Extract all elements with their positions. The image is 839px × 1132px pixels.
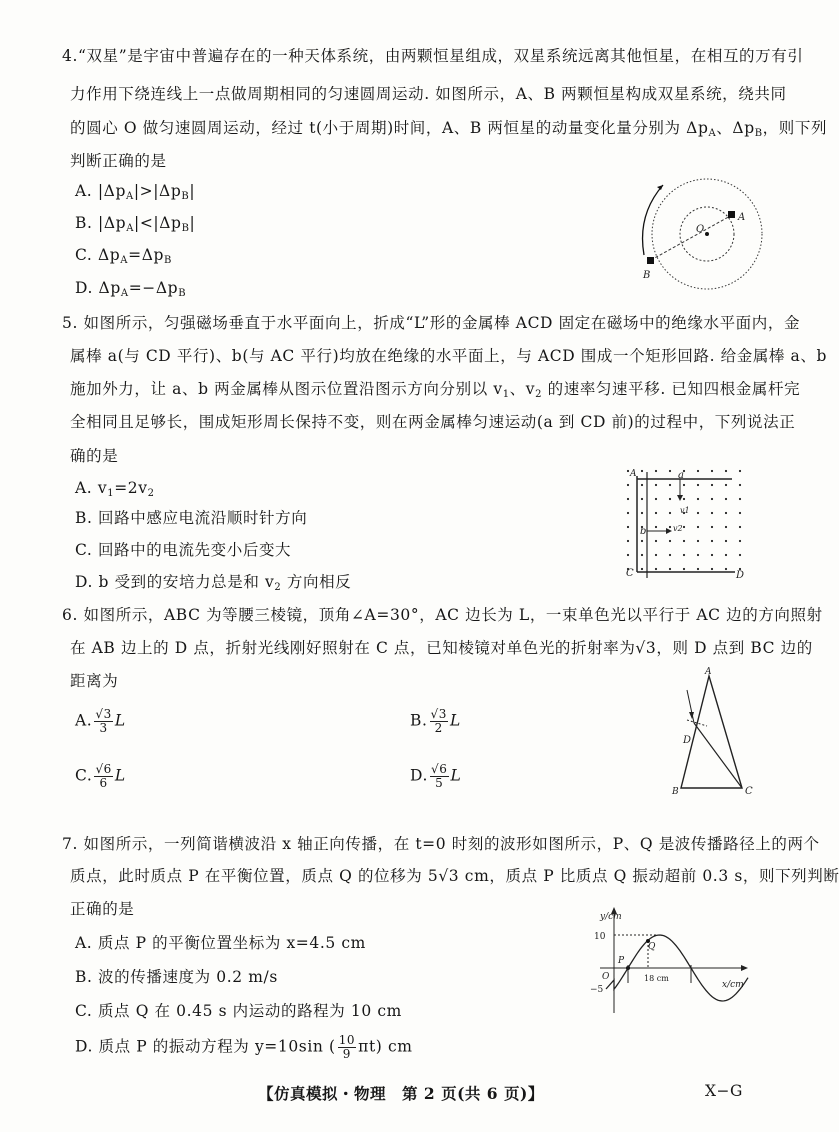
q4-option-b: B. $|\Delta p_A|<|\Delta p_B|$	[75, 214, 196, 234]
label-a-point: A	[630, 469, 637, 479]
label-rod-b: b	[640, 526, 647, 537]
q5-option-c: C. 回路中的电流先变小后变大	[75, 541, 292, 559]
label-c: C	[745, 786, 753, 797]
origin-label: O	[602, 972, 610, 982]
label-v1: v1	[680, 506, 690, 515]
label-v2: v2	[673, 524, 683, 533]
point-q-label: Q	[648, 942, 656, 952]
q7-stem-line: 质点，此时质点 P 在平衡位置，质点 Q 的位移为 5√3 cm，质点 P 比质点 Q 振动超前 0.3 s，则下列判断	[70, 867, 839, 885]
q6-option-b: B. $\frac{√3}{2}$ L	[410, 707, 461, 735]
y-max-tick: 10	[594, 932, 606, 942]
point-p-label: P	[618, 956, 625, 966]
q7-option-d: D. 质点 P 的振动方程为 y=10sin ( $\frac{10}{9}$ πt) cm	[75, 1033, 413, 1061]
q6-stem-line: 距离为	[70, 672, 119, 690]
label-d: D	[683, 735, 692, 746]
q4-stem-line: 力作用下绕连线上一点做周期相同的匀速圆周运动. 如图所示，A、B 两颗恒星构成双星系统，绕共同	[70, 85, 787, 103]
label-b: B	[643, 270, 651, 281]
q5-option-b: B. 回路中感应电流沿顺时针方向	[75, 509, 308, 527]
magnetic-field-figure	[620, 468, 750, 581]
q7-option-b: B. 波的传播速度为 0.2 m/s	[75, 968, 278, 986]
prism-figure	[665, 668, 755, 798]
q4-option-a: A. $|\Delta p_A|>|\Delta p_B|$	[75, 182, 196, 202]
label-b: B	[672, 787, 679, 797]
q6-option-a: A. $\frac{√3}{3}$ L	[75, 707, 126, 735]
q4-option-c: C. $\Delta p_A=\Delta p_B$	[75, 246, 172, 266]
y-min-tick: −5	[590, 985, 604, 995]
q6-option-d: D. $\frac{√6}{5}$ L	[410, 762, 462, 790]
footer-page-info: 【仿真模拟・物理 第 2 页(共 6 页)】	[258, 1084, 544, 1103]
label-a: A	[738, 212, 746, 223]
q5-stem-line: 全相同且足够长，围成矩形周长保持不变，则在两金属棒匀速运动(a 到 CD 前)的过程中，下列说法正	[70, 413, 796, 431]
label-a: A	[705, 667, 712, 677]
q7-stem-line: 正确的是	[70, 900, 135, 918]
q5-option-d: D. b 受到的安培力总是和 $v_2$ 方向相反	[75, 573, 352, 593]
q5-stem-line: 5. 如图所示，匀强磁场垂直于水平面向上，折成“L”形的金属棒 ACD 固定在磁场中的绝缘水平面内，金	[62, 314, 801, 332]
x-axis-label: x/cm	[722, 980, 744, 990]
q5-stem-line: 施加外力，让 a、b 两金属棒从图示位置沿图示方向分别以 $v_1$、$v_2$ 的速率匀速平移. 已知四根金属杆完	[70, 380, 801, 400]
q4-stem-line: 4.“双星”是宇宙中普遍存在的一种天体系统，由两颗恒星组成，双星系统远离其他恒星，在相互的万有引	[62, 47, 804, 65]
q6-stem-line: 6. 如图所示，ABC 为等腰三棱镜，顶角∠A=30°，AC 边长为 L，一束单色光以平行于 AC 边的方向照射	[62, 606, 823, 624]
q6-option-c: C. $\frac{√6}{6}$ L	[75, 762, 126, 790]
q7-option-a: A. 质点 P 的平衡位置坐标为 x=4.5 cm	[75, 934, 366, 952]
q7-stem-line: 7. 如图所示，一列简谐横波沿 x 轴正向传播，在 t=0 时刻的波形如图所示，P、Q 是波传播路径上的两个	[62, 835, 820, 853]
label-c: C	[626, 568, 634, 579]
q5-stem-line: 确的是	[70, 447, 119, 465]
q4-option-d: D. $\Delta p_A=-\Delta p_B$	[75, 279, 187, 299]
footer-code: X−G	[705, 1082, 743, 1100]
wave-graph-figure	[580, 905, 760, 1015]
label-rod-a: a	[678, 470, 684, 481]
q5-stem-line: 属棒 a(与 CD 平行)、b(与 AC 平行)均放在绝缘的水平面上，与 ACD 围成一个矩形回路. 给金属棒 a、b	[70, 347, 828, 365]
q7-option-c: C. 质点 Q 在 0.45 s 内运动的路程为 10 cm	[75, 1002, 402, 1020]
q6-stem-line: 在 AB 边上的 D 点，折射光线刚好照射在 C 点，已知棱镜对单色光的折射率为√3，则 D 点到 BC 边的	[70, 639, 813, 657]
q4-stem-line: 的圆心 O 做匀速圆周运动，经过 t(小于周期)时间，A、B 两恒星的动量变化量分别为 $\Delta p_A$、$\Delta p_B$，则下列	[70, 119, 828, 139]
span-label: 18 cm	[644, 974, 669, 983]
y-axis-label: y/cm	[600, 912, 622, 922]
q5-option-a: A. $v_1=2v_2$	[75, 479, 155, 499]
q4-stem-line: 判断正确的是	[70, 152, 167, 170]
binary-star-figure	[625, 175, 755, 285]
label-d: D	[736, 570, 745, 581]
label-o: O	[696, 224, 705, 235]
